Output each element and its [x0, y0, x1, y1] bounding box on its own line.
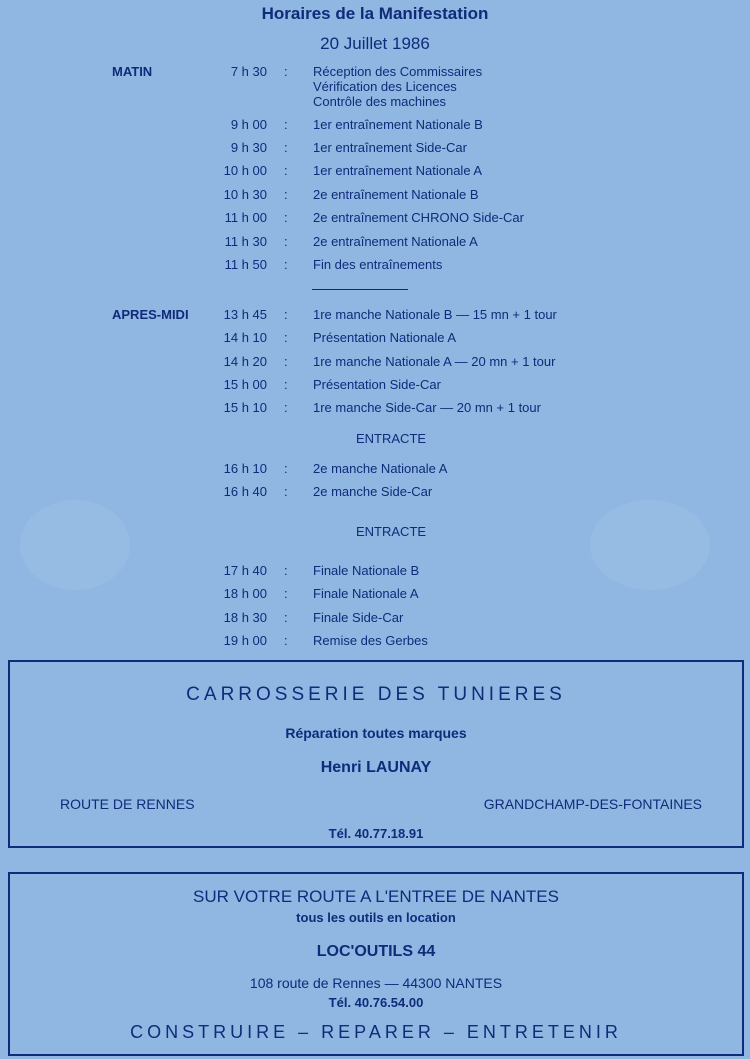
time: 17 h 40	[223, 563, 267, 578]
time: 11 h 50	[224, 257, 267, 272]
event-line: Finale Nationale A	[313, 586, 419, 601]
colon: :	[284, 140, 288, 155]
page-title: Horaires de la Manifestation	[261, 4, 489, 23]
event	[313, 163, 482, 178]
event	[313, 377, 441, 392]
event-line: 2e manche Nationale A	[313, 461, 448, 476]
event-line: 2e entraînement Nationale B	[313, 187, 479, 202]
colon: :	[284, 187, 288, 202]
time: 15 h 10	[223, 400, 267, 415]
event-line: 1re manche Nationale B — 15 mn + 1 tour	[313, 307, 557, 322]
colon: :	[284, 234, 288, 249]
time: 11 h 30	[224, 234, 267, 249]
event	[313, 140, 467, 155]
colon: :	[284, 633, 288, 648]
time: 19 h 00	[223, 633, 267, 648]
watermark-decoration	[20, 500, 130, 590]
time: 9 h 30	[230, 140, 267, 155]
address-road: ROUTE DE RENNES	[60, 796, 195, 812]
colon: :	[284, 257, 288, 272]
colon: :	[284, 210, 288, 225]
event-line: Fin des entraînements	[313, 257, 443, 272]
time: 13 h 45	[223, 307, 267, 322]
event	[313, 484, 432, 499]
watermark-decoration	[590, 500, 710, 590]
event-line: 2e entraînement Nationale A	[313, 234, 478, 249]
event	[313, 400, 541, 415]
time: 11 h 00	[224, 210, 267, 225]
tagline: tous les outils en location	[296, 910, 456, 925]
colon: :	[284, 586, 288, 601]
event	[313, 354, 555, 369]
event	[313, 187, 479, 202]
colon: :	[284, 330, 288, 345]
address: 108 route de Rennes — 44300 NANTES	[249, 975, 503, 991]
ad-carrosserie	[8, 660, 744, 848]
owner-name: Henri LAUNAY	[320, 759, 432, 776]
time: 7 h 30	[230, 64, 267, 79]
colon: :	[284, 610, 288, 625]
ad-locoutils	[8, 872, 744, 1056]
time: 18 h 00	[223, 586, 267, 601]
intermission-label: ENTRACTE	[356, 431, 427, 446]
event	[313, 307, 557, 322]
event-line: Réception des Commissaires	[313, 64, 483, 79]
colon: :	[284, 377, 288, 392]
event-line: 2e manche Side-Car	[313, 484, 433, 499]
time: 15 h 00	[223, 377, 267, 392]
event-line: 1re manche Side-Car — 20 mn + 1 tour	[313, 400, 541, 415]
section-divider	[312, 289, 408, 290]
event-line: 1er entraînement Side-Car	[313, 140, 467, 155]
event	[313, 610, 403, 625]
time: 16 h 10	[223, 461, 267, 476]
time: 18 h 30	[223, 610, 267, 625]
event-line: Finale Side-Car	[313, 610, 404, 625]
event-line: Vérification des Licences	[313, 79, 457, 94]
colon: :	[284, 400, 288, 415]
time: 10 h 00	[223, 163, 267, 178]
time: 14 h 10	[223, 330, 267, 345]
time: 10 h 30	[223, 187, 267, 202]
tagline: Réparation toutes marques	[285, 725, 467, 741]
event-line: 1er entraînement Nationale B	[313, 117, 483, 132]
event-line: 1er entraînement Nationale A	[313, 163, 483, 178]
event	[313, 117, 483, 132]
slogan: CONSTRUIRE – REPARER – ENTRETENIR	[130, 1022, 622, 1042]
colon: :	[284, 563, 288, 578]
colon: :	[284, 354, 288, 369]
event-line: 2e entraînement CHRONO Side-Car	[313, 210, 524, 225]
event	[313, 586, 419, 601]
event-line: 1re manche Nationale A — 20 mn + 1 tour	[313, 354, 556, 369]
event	[313, 210, 524, 225]
event-line: Présentation Side-Car	[313, 377, 441, 392]
event	[313, 633, 428, 648]
event	[313, 330, 456, 345]
business-name: LOC'OUTILS 44	[316, 943, 436, 960]
time: 16 h 40	[223, 484, 267, 499]
event-line: Présentation Nationale A	[313, 330, 457, 345]
event	[313, 257, 442, 272]
event	[313, 563, 419, 578]
colon: :	[284, 117, 288, 132]
colon: :	[284, 163, 288, 178]
colon: :	[284, 64, 288, 79]
event-line: Finale Nationale B	[313, 563, 420, 578]
colon: :	[284, 461, 288, 476]
headline: SUR VOTRE ROUTE A L'ENTREE DE NANTES	[193, 887, 559, 906]
phone-number: Tél. 40.77.18.91	[328, 826, 424, 841]
event-date: 20 Juillet 1986	[320, 34, 430, 53]
phone-number: Tél. 40.76.54.00	[328, 995, 424, 1010]
event-line: Contrôle des machines	[313, 94, 446, 109]
address-town: GRANDCHAMP-DES-FONTAINES	[483, 796, 702, 812]
period-label: MATIN	[112, 64, 153, 79]
intermission-label: ENTRACTE	[356, 524, 427, 539]
event	[313, 234, 478, 249]
colon: :	[284, 307, 288, 322]
event-line: Remise des Gerbes	[313, 633, 428, 648]
event	[313, 64, 482, 109]
time: 14 h 20	[223, 354, 267, 369]
colon: :	[284, 484, 288, 499]
period-label: APRES-MIDI	[112, 307, 189, 322]
event	[313, 461, 447, 476]
business-name: CARROSSERIE DES TUNIERES	[186, 684, 566, 705]
time: 9 h 00	[230, 117, 267, 132]
